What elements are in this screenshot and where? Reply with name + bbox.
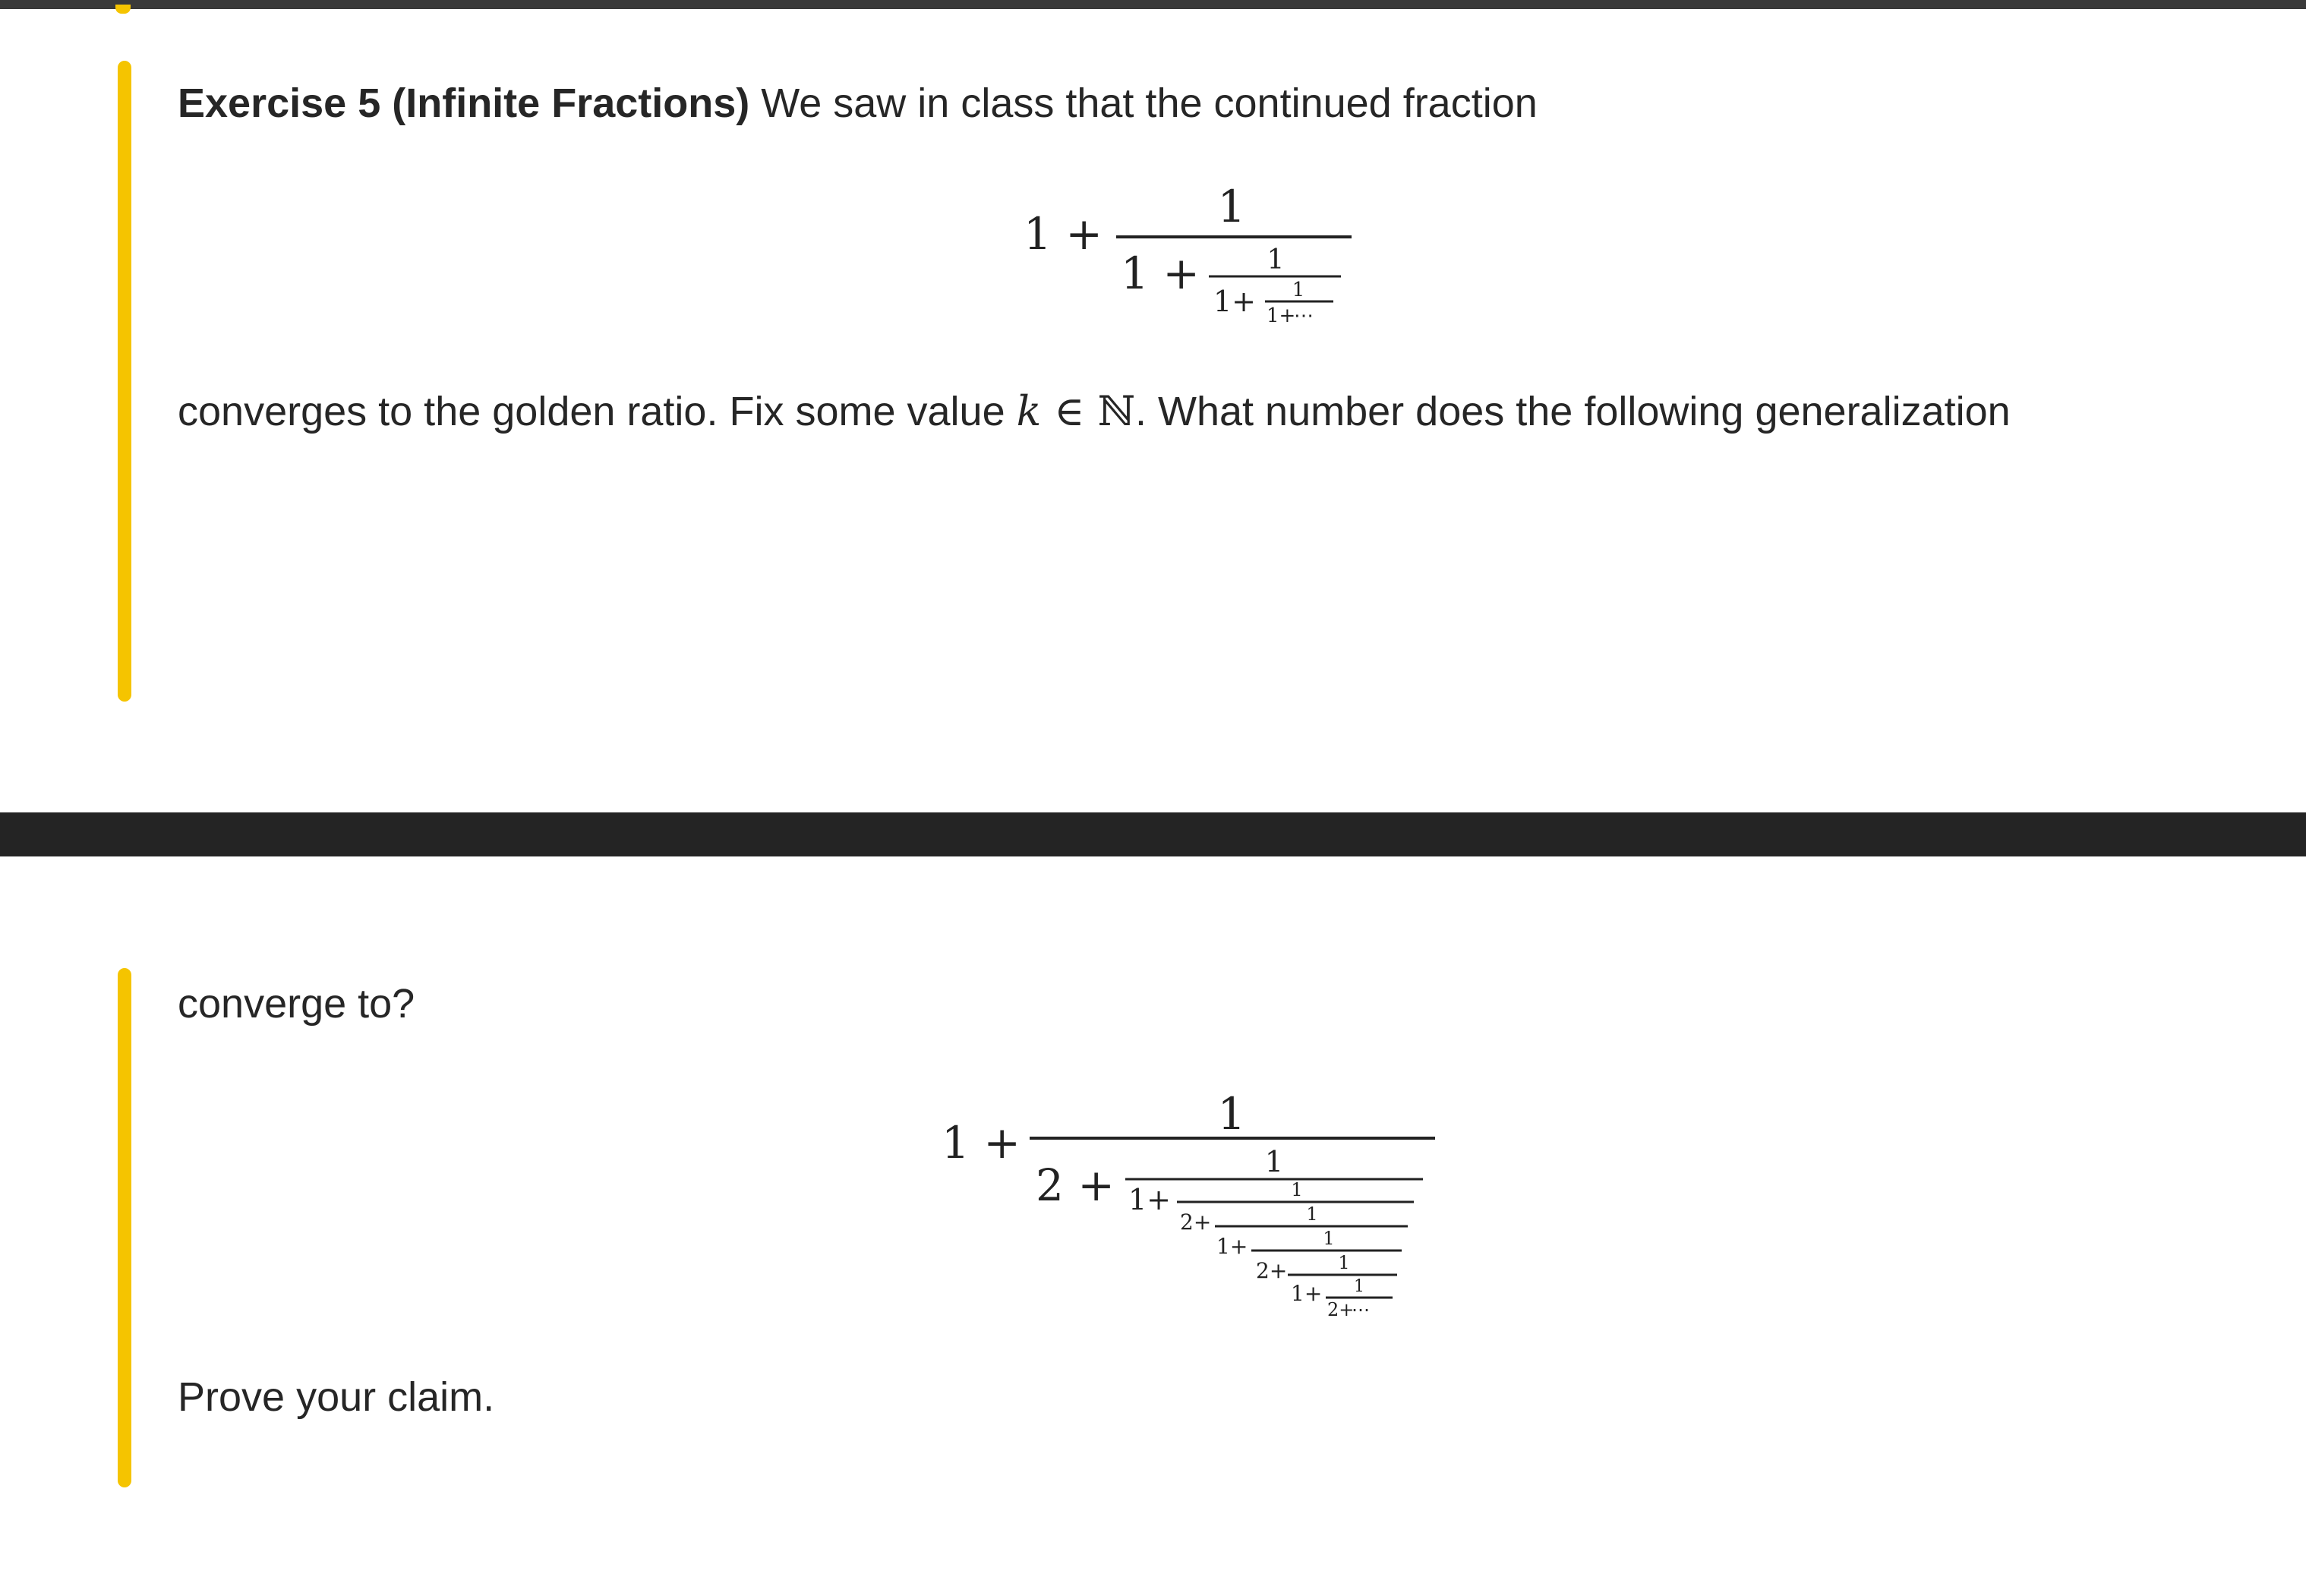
prove-claim-text: Prove your claim. [178, 1374, 495, 1420]
question-text-before: converges to the golden ratio. Fix some value [178, 389, 1017, 434]
general-level1-numerator: 1 [1264, 1145, 1284, 1178]
naturals-symbol: ℕ [1097, 387, 1136, 435]
converge-to-text: converge to? [178, 981, 415, 1027]
generalized-fraction [934, 1074, 1450, 1325]
golden-ellipsis: ⋯ [1294, 304, 1314, 327]
general-term-1: 1+ [1128, 1183, 1172, 1216]
golden-numerator: 1 [1217, 181, 1246, 232]
accent-bar-exercise [118, 61, 131, 702]
general-level3-numerator: 1 [1306, 1203, 1318, 1225]
golden-level2-numerator: 1 [1267, 244, 1285, 276]
golden-level3-lead: 1+ [1267, 304, 1296, 327]
general-level4-numerator: 1 [1323, 1228, 1335, 1249]
general-numerator: 1 [1217, 1088, 1246, 1140]
exercise-intro-line [178, 79, 1538, 128]
page-divider-band [0, 812, 2306, 856]
general-term-3: 1+ [1216, 1234, 1248, 1259]
general-level6-numerator: 1 [1354, 1277, 1364, 1296]
exercise-intro-text: We saw in class that the continued fraction [749, 80, 1538, 126]
general-second-lead: 2 + [1036, 1159, 1115, 1211]
general-ellipsis: ⋯ [1352, 1299, 1370, 1320]
golden-inner-lead: 1 + [1121, 248, 1200, 299]
variable-k: k [1016, 387, 1042, 435]
golden-lead: 1 + [1024, 208, 1103, 260]
general-term-2: 2+ [1180, 1210, 1212, 1235]
general-term-5: 1+ [1291, 1281, 1323, 1306]
general-level5-numerator: 1 [1338, 1252, 1350, 1273]
general-term-6: 2+ [1327, 1299, 1355, 1320]
general-lead: 1 + [942, 1117, 1021, 1169]
golden-level3-numerator: 1 [1292, 279, 1305, 301]
accent-bar-continuation [118, 968, 131, 1487]
golden-level2-lead: 1+ [1213, 285, 1257, 318]
element-of-symbol: ∈ [1041, 387, 1098, 435]
top-accent-tick [115, 5, 131, 14]
general-level2-numerator: 1 [1291, 1179, 1303, 1200]
exercise-question-line [178, 387, 2011, 436]
question-text-after: . What number does the following generalization [1135, 389, 2011, 434]
exercise-heading: Exercise 5 (Infinite Fractions) [178, 80, 750, 126]
golden-ratio-fraction [987, 167, 1382, 334]
general-term-4: 2+ [1256, 1258, 1288, 1283]
top-border [0, 0, 2306, 9]
